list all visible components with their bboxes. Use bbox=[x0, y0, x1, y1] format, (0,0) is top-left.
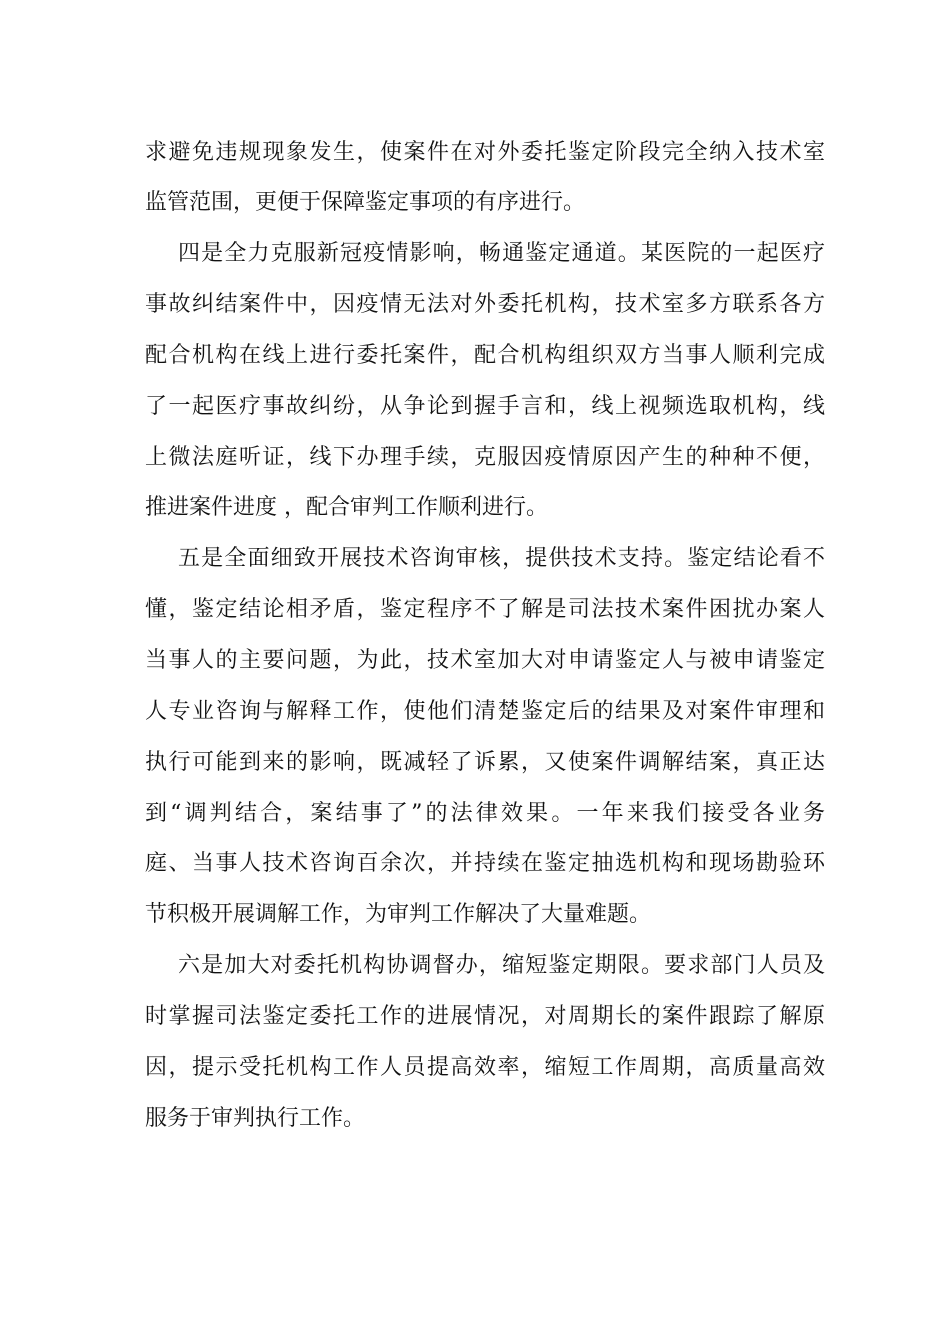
text-line: 执行可能到来的影响，既减轻了诉累，又使案件调解结案，真正达 bbox=[145, 750, 825, 775]
text-line: 推进案件进度 ，配合审判工作顺利进行。 bbox=[145, 495, 548, 520]
paragraph-start-line: 四是全力克服新冠疫情影响，畅通鉴定通道。某医院的一起医疗 bbox=[178, 241, 825, 266]
text-line: 配合机构在线上进行委托案件，配合机构组织双方当事人顺利完成 bbox=[145, 343, 825, 368]
text-line: 时掌握司法鉴定委托工作的进展情况，对周期长的案件跟踪了解原 bbox=[145, 1004, 825, 1029]
text-line: 服务于审判执行工作。 bbox=[145, 1106, 366, 1131]
text-line: 到“调判结合，案结事了”的法律效果。一年来我们接受各业务 bbox=[145, 801, 825, 826]
text-line: 上微法庭听证，线下办理手续，克服因疫情原因产生的种种不便， bbox=[145, 445, 825, 470]
text-line: 庭、当事人技术咨询百余次，并持续在鉴定抽选机构和现场勘验环 bbox=[145, 851, 825, 876]
text-line: 因，提示受托机构工作人员提高效率，缩短工作周期，高质量高效 bbox=[145, 1055, 825, 1080]
paragraph-start-line: 六是加大对委托机构协调督办，缩短鉴定期限。要求部门人员及 bbox=[178, 953, 825, 978]
text-line: 节积极开展调解工作，为审判工作解决了大量难题。 bbox=[145, 902, 652, 927]
text-line: 事故纠结案件中，因疫情无法对外委托机构，技术室多方联系各方 bbox=[145, 292, 825, 317]
text-line: 当事人的主要问题，为此，技术室加大对申请鉴定人与被申请鉴定 bbox=[145, 648, 825, 673]
text-line: 人专业咨询与解释工作，使他们清楚鉴定后的结果及对案件审理和 bbox=[145, 699, 825, 724]
paragraph-start-line: 五是全面细致开展技术咨询审核，提供技术支持。鉴定结论看不 bbox=[178, 546, 825, 571]
text-line: 懂，鉴定结论相矛盾，鉴定程序不了解是司法技术案件困扰办案人 bbox=[145, 597, 825, 622]
text-line: 求避免违规现象发生，使案件在对外委托鉴定阶段完全纳入技术室 bbox=[145, 140, 825, 165]
text-line: 了一起医疗事故纠纷，从争论到握手言和，线上视频选取机构，线 bbox=[145, 394, 825, 419]
text-line: 监管范围，更便于保障鉴定事项的有序进行。 bbox=[145, 190, 586, 215]
